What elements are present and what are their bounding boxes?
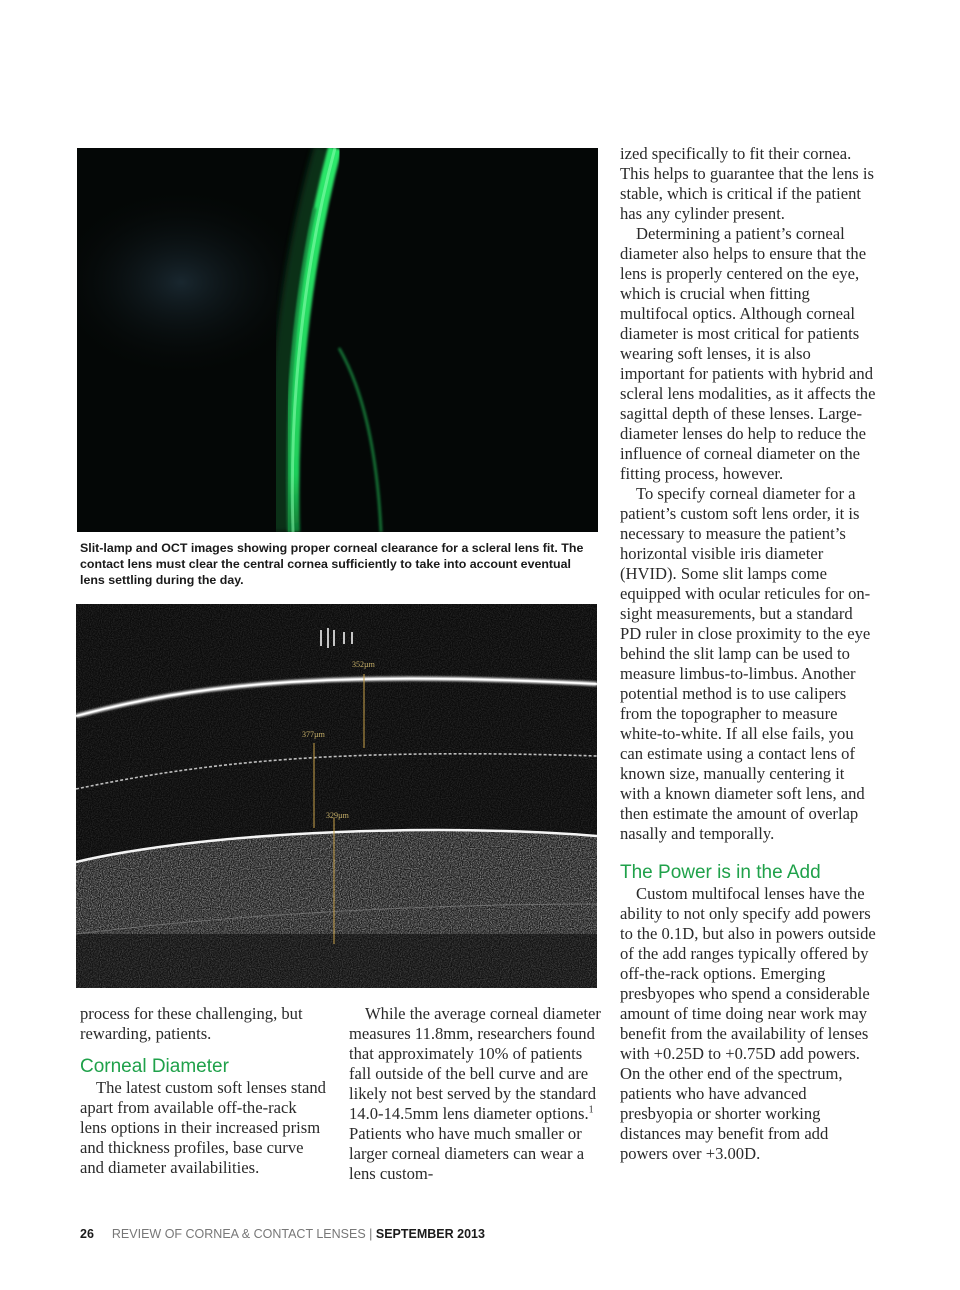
footnote-ref: 1 <box>588 1104 594 1116</box>
oct-label-3: 329µm <box>326 811 349 820</box>
slit-lamp-graphic <box>77 148 598 532</box>
col2-paragraph-1 <box>349 1004 603 1184</box>
page-footer <box>80 1227 485 1241</box>
figure-caption: Slit-lamp and OCT images showing proper corneal clearance for a scleral lens fit. The contact lens must clear the central cornea sufficiently to take into account eventual lens settling during the day. <box>80 541 584 587</box>
slit-lamp-image <box>77 148 598 532</box>
section-heading-corneal-diameter: Corneal Diameter <box>80 1056 229 1077</box>
col2-text-b: Patients who have much smaller or larger corneal diameters can wear a lens custom- <box>349 1124 585 1183</box>
column-3 <box>620 144 876 1164</box>
page-number: 26 <box>80 1227 94 1241</box>
col3-paragraph-4: Custom multifocal lenses have the ability to not only specify add powers to the 0.1D, but also in powers outside of the add ranges typically offered by off-the-rack options. Emerging presbyopes who spend a considerable amount of time doing near work may benefit from the availability of lenses with +0.25D to +0.75D add powers. On the other end of the spectrum, patients who have advanced presbyopia or shorter working distances may benefit from add powers over +3.00D. <box>620 884 876 1163</box>
col1-paragraph-2: The latest custom soft lenses stand apart from available off-the-rack lens options in their increased prism and thickness profiles, base curve and diameter availabilities. <box>80 1078 326 1177</box>
oct-graphic <box>76 604 597 988</box>
col1-paragraph-1: process for these challenging, but rewarding, patients. <box>80 1004 303 1043</box>
oct-label-1: 352µm <box>352 660 375 669</box>
col3-paragraph-1: ized specifically to fit their cornea. This helps to guarantee that the lens is stable, which is critical if the patient has any cylinder present. <box>620 144 874 223</box>
oct-image <box>76 604 597 988</box>
issue-date: SEPTEMBER 2013 <box>375 1227 485 1241</box>
col2-text-a: While the average corneal diameter measures 11.8mm, researchers found that approximately 10% of patients fall outside of the bell curve and are likely not best served by the standard 14.0-14.5mm lens diameter options. <box>349 1004 601 1123</box>
oct-label-2: 377µm <box>302 730 325 739</box>
col3-paragraph-3: To specify corneal diameter for a patient’s custom soft lens order, it is necessary to measure the patient’s horizontal visible iris diameter (HVID). Some slit lamps come equipped with ocular reticules for on-sight measurements, but a standard PD ruler in close proximity to the eye behind the slit lamp can be used to measure limbus-to-limbus. Another potential method is to use calipers from the topographer to measure white-to-white. If all else fails, you can estimate using a contact lens of known size, manually centering it with a known diameter soft lens, and then estimate the amount of overlap nasally and temporally. <box>620 484 871 843</box>
column-1 <box>80 1004 326 1178</box>
section-heading-power-add: The Power is in the Add <box>620 862 821 883</box>
col3-paragraph-2: Determining a patient’s corneal diameter also helps to ensure that the lens is properly centered on the eye, which is crucial when fitting multifocal optics. Although corneal diameter is most critical for patients wearing soft lenses, it is also important for patients with hybrid and scleral lens modalities, as it affects the sagittal depth of these lenses. Large-diameter lenses do help to reduce the influence of corneal diameter on the fitting process, however. <box>620 224 876 483</box>
column-2 <box>349 1004 603 1184</box>
publication-name: REVIEW OF CORNEA & CONTACT LENSES | <box>111 1227 376 1241</box>
